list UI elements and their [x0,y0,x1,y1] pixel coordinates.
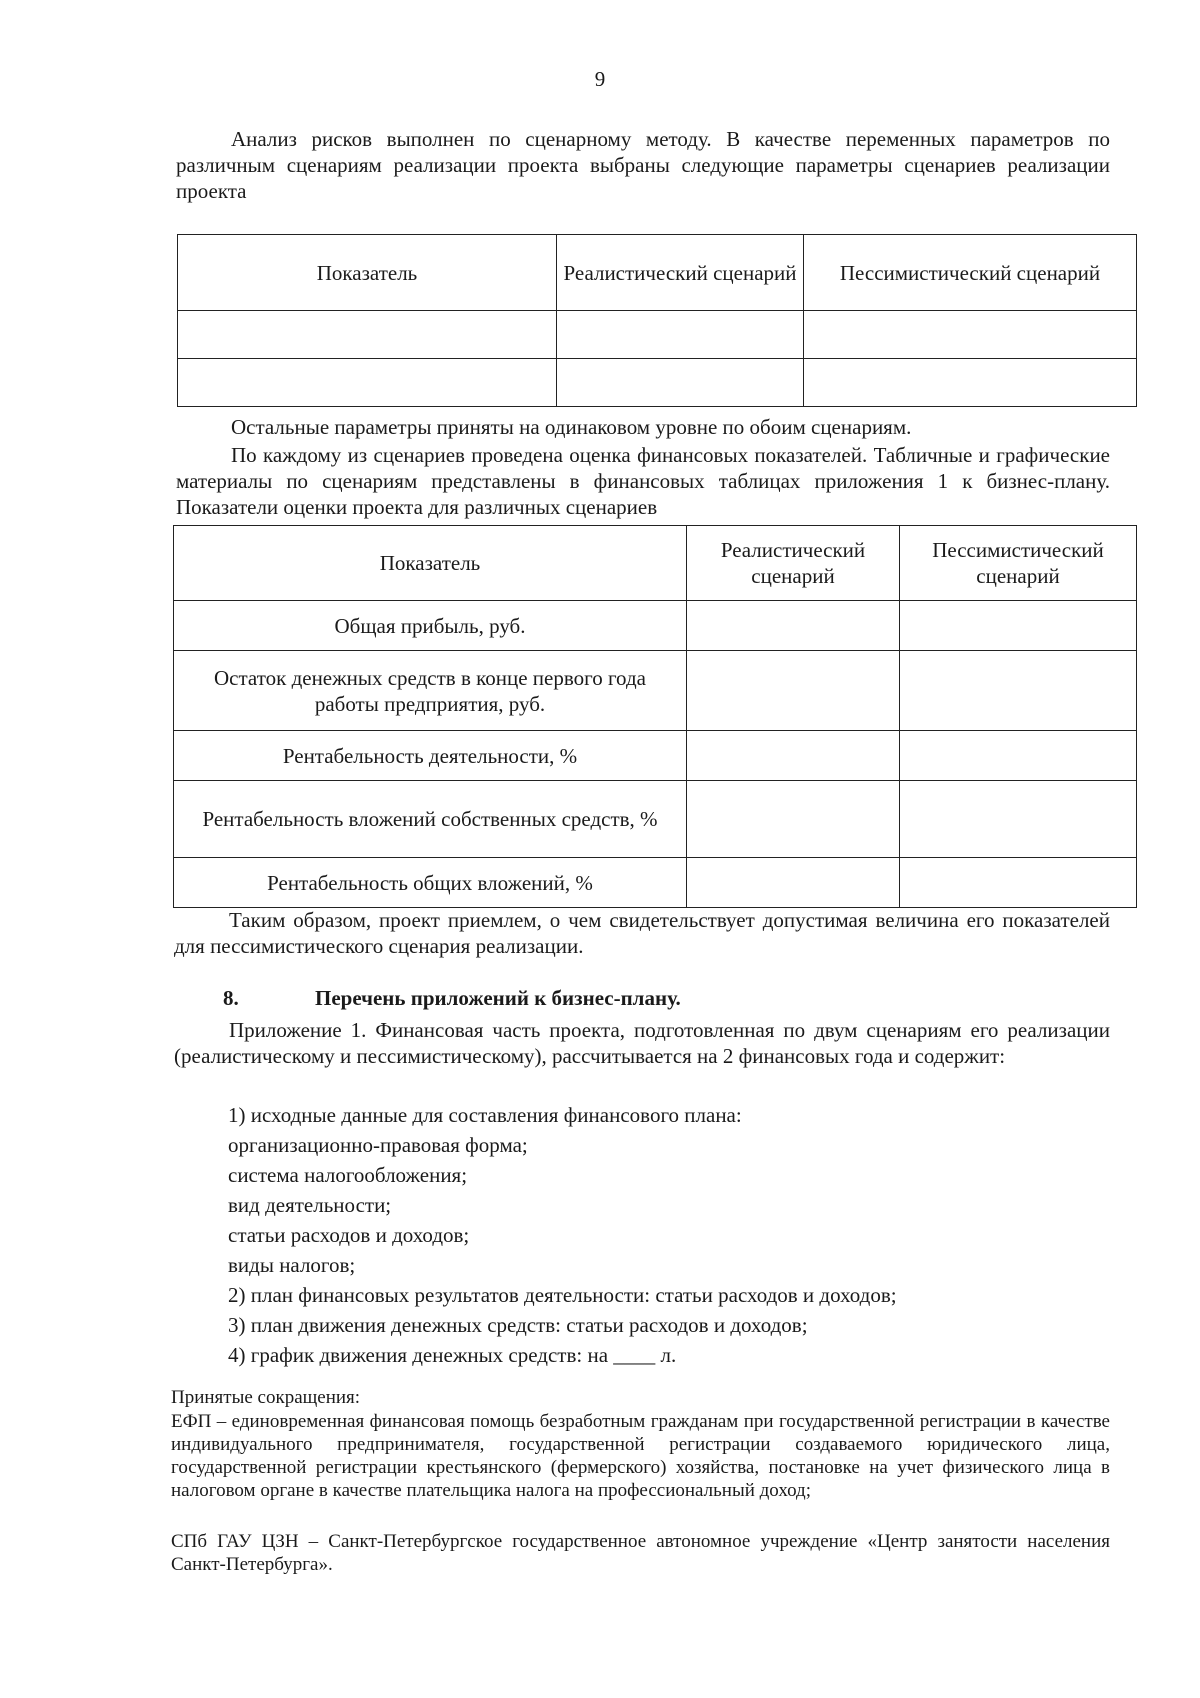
abbreviation-efp: ЕФП – единовременная финансовая помощь безработным гражданам при государственной регистрации в качестве индивидуального предпринимателя, государственной регистрации создаваемого юридического лица, государственной регистрации крестьянского (фермерского) хозяйства, постановке на учет физического лица в налоговом органе в качестве плательщика налога на профессиональный доход; [171,1411,1110,1501]
table-cell [900,781,1137,858]
table-row [178,311,1137,359]
list-item: 2) план финансовых результатов деятельности: статьи расходов и доходов; [228,1283,897,1307]
indicator-name: Рентабельность общих вложений, % [174,858,687,908]
table-row [174,601,1137,651]
section-heading [223,985,681,1011]
scenario-parameters-table [177,234,1137,407]
section-number: 8. [223,986,239,1010]
appendix-list [228,1100,1128,1370]
section-title: Перечень приложений к бизнес-плану. [315,986,681,1010]
header-pessimistic: Пессимистический сценарий [900,526,1137,601]
list-item: система налогообложения; [228,1163,468,1187]
table-row [174,731,1137,781]
table-row [174,858,1137,908]
project-indicators-table [173,525,1137,908]
table-cell [900,731,1137,781]
assessment-paragraph: По каждому из сценариев проведена оценка финансовых показателей. Табличные и графические материалы по сценариям представлены в финансовых таблицах приложения 1 к бизнес-плану. Показатели оценки проекта для различных сценариев [176,443,1110,519]
table-row [174,651,1137,731]
table-cell [900,858,1137,908]
table-row [178,359,1137,407]
table-header-row [174,526,1137,601]
other-parameters-note: Остальные параметры приняты на одинаковом уровне по обоим сценариям. [231,415,912,439]
list-item: 1) исходные данные для составления финансового плана: [228,1103,742,1127]
table-cell [687,731,900,781]
table-cell [178,311,557,359]
table-cell [900,601,1137,651]
abbreviations-title: Принятые сокращения: [171,1387,361,1408]
appendix-paragraph: Приложение 1. Финансовая часть проекта, подготовленная по двум сценариям его реализации (реалистическому и пессимистическому), рассчитывается на 2 финансовых года и содержит: [174,1018,1110,1068]
indicator-name: Общая прибыль, руб. [174,601,687,651]
table-cell [804,311,1137,359]
table-row [174,781,1137,858]
table-cell [178,359,557,407]
list-item: вид деятельности; [228,1193,392,1217]
list-item: 4) график движения денежных средств: на ____ л. [228,1343,677,1367]
table-cell [804,359,1137,407]
indicator-name: Рентабельность вложений собственных средств, % [174,781,687,858]
table-header-row [178,235,1137,311]
indicator-name: Рентабельность деятельности, % [174,731,687,781]
intro-paragraph: Анализ рисков выполнен по сценарному методу. В качестве переменных параметров по различным сценариям реализации проекта выбраны следующие параметры сценариев реализации проекта [176,127,1110,203]
header-indicator: Показатель [174,526,687,601]
table-cell [687,858,900,908]
table-cell [687,651,900,731]
header-indicator: Показатель [178,235,557,311]
list-item: статьи расходов и доходов; [228,1223,470,1247]
indicator-name: Остаток денежных средств в конце первого года работы предприятия, руб. [174,651,687,731]
table-cell [900,651,1137,731]
header-realistic: Реалистический сценарий [687,526,900,601]
header-pessimistic: Пессимистический сценарий [804,235,1137,311]
header-realistic: Реалистический сценарий [557,235,804,311]
table-cell [687,781,900,858]
table-cell [557,311,804,359]
table-cell [557,359,804,407]
table-cell [687,601,900,651]
page-number: 9 [594,67,606,91]
abbreviation-spb-gau-czn: СПб ГАУ ЦЗН – Санкт-Петербургское государственное автономное учреждение «Центр занятости населения Санкт-Петербурга». [171,1531,1110,1575]
list-item: 3) план движения денежных средств: статьи расходов и доходов; [228,1313,808,1337]
conclusion-paragraph: Таким образом, проект приемлем, о чем свидетельствует допустимая величина его показателей для пессимистического сценария реализации. [174,908,1110,958]
list-item: организационно-правовая форма; [228,1133,528,1157]
list-item: виды налогов; [228,1253,356,1277]
